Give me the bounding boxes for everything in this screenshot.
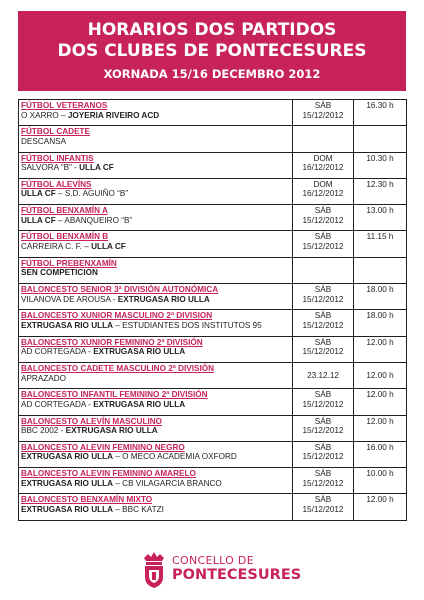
date-label: 15/12/2012	[302, 347, 344, 357]
teams-label	[21, 295, 290, 305]
match-cell	[19, 336, 293, 362]
team-text: – ESTUDIANTES DOS INSTITUTOS 95	[113, 320, 262, 330]
date-label: 15/12/2012	[302, 320, 344, 330]
date-label: 15/12/2012	[302, 505, 344, 515]
table-row	[19, 126, 407, 152]
category-label: BALONCESTO INFANTIL FEMININO 2ª DIVISIÓN	[21, 390, 208, 400]
date-cell	[293, 310, 354, 336]
time-cell: 12.00 h	[354, 362, 407, 388]
teams-label	[21, 321, 290, 331]
date-cell	[293, 494, 354, 520]
day-label: SÁB	[314, 442, 332, 452]
team-text: APRAZADO	[21, 373, 67, 383]
date-label: 15/12/2012	[302, 215, 344, 225]
date-label: 16/12/2012	[302, 163, 344, 173]
time-cell: 10.00 h	[354, 468, 407, 494]
club-team-name: EXTRUGASA RIO ULLA	[93, 347, 186, 357]
club-team-name: EXTRUGASA RIO ULLA	[117, 294, 210, 304]
table-row	[19, 494, 407, 520]
page-title-line1: HORARIOS DOS PARTIDOS	[87, 20, 337, 40]
table-row	[19, 362, 407, 388]
table-row	[19, 415, 407, 441]
teams-label	[21, 111, 290, 121]
time-cell	[354, 126, 407, 152]
match-cell	[19, 231, 293, 257]
date-cell	[293, 231, 354, 257]
match-cell	[19, 415, 293, 441]
day-label: SÁB	[314, 101, 332, 110]
date-cell	[293, 126, 354, 152]
club-team-name: ULLA CF	[79, 163, 114, 173]
table-row	[19, 284, 407, 310]
category-label: BALONCESTO ALEVÍN MASCULINO	[21, 416, 163, 426]
day-label: SÁB	[314, 232, 332, 242]
page-subtitle: XORNADA 15/16 DECEMBRO 2012	[103, 67, 321, 81]
table-row	[19, 100, 407, 126]
teams-label	[21, 189, 290, 199]
match-cell	[19, 126, 293, 152]
schedule-table	[18, 99, 407, 521]
club-team-name: EXTRUGASA RIO ULLA	[65, 426, 158, 436]
match-cell	[19, 205, 293, 231]
club-team-name: ULLA CF	[21, 189, 56, 199]
date-cell	[293, 362, 354, 388]
table-row	[19, 336, 407, 362]
category-label: BALONCESTO ALEVIN FEMININO AMARELO	[21, 469, 196, 479]
date-cell	[293, 468, 354, 494]
teams-label	[21, 400, 290, 410]
match-cell	[19, 100, 293, 126]
day-label: SÁB	[314, 469, 332, 479]
time-cell: 12.00 h	[354, 415, 407, 441]
footer-logo	[140, 548, 300, 592]
date-label: 23.12.12	[307, 371, 339, 381]
category-label: FÚTBOL BENXAMÍN B	[21, 232, 109, 242]
category-label: FÚTBOL PREBENXAMÍN	[21, 258, 117, 268]
day-label: DOM	[313, 153, 333, 163]
date-label: 15/12/2012	[302, 426, 344, 436]
time-cell: 12.30 h	[354, 178, 407, 204]
category-label: FÚTBOL BENXAMÍN A	[21, 206, 108, 216]
date-cell	[293, 152, 354, 178]
category-label: FÚTBOL ALEVÍNS	[21, 179, 92, 189]
teams-label	[21, 374, 290, 384]
club-team-name: EXTRUGASA RIO ULLA	[21, 452, 114, 462]
date-cell	[293, 415, 354, 441]
team-text: – O MECO ACADEMIA OXFORD	[113, 452, 237, 462]
club-team-name: EXTRUGASA RIO ULLA	[93, 399, 186, 409]
club-team-name: SEN COMPETICION	[21, 268, 98, 278]
table-row	[19, 257, 407, 283]
time-cell	[354, 257, 407, 283]
club-team-name: ULLA CF	[91, 242, 126, 252]
time-cell: 18.00 h	[354, 310, 407, 336]
day-label: SÁB	[314, 311, 332, 321]
footer-line1: CONCELLO DE	[172, 554, 254, 567]
date-label: 15/12/2012	[302, 294, 344, 304]
date-label: 15/12/2012	[302, 110, 344, 120]
club-team-name: EXTRUGASA RIO ULLA	[21, 320, 114, 330]
category-label: BALONCESTO BENXAMÍN MIXTO	[21, 495, 153, 505]
time-cell: 11.15 h	[354, 231, 407, 257]
day-label: SÁB	[314, 390, 332, 400]
time-cell: 12.00 h	[354, 389, 407, 415]
table-row	[19, 441, 407, 467]
category-label: FÚTBOL CADETE	[21, 127, 90, 137]
date-label: 15/12/2012	[302, 452, 344, 462]
time-cell: 16.00 h	[354, 441, 407, 467]
day-label: SÁB	[314, 337, 332, 347]
table-row	[19, 231, 407, 257]
date-cell	[293, 205, 354, 231]
day-label: SÁB	[314, 285, 332, 295]
day-label: SÁB	[314, 416, 332, 426]
match-cell	[19, 178, 293, 204]
category-label: FÚTBOL VETERANOS	[21, 101, 108, 110]
table-row	[19, 310, 407, 336]
match-cell	[19, 441, 293, 467]
table-row	[19, 152, 407, 178]
match-cell	[19, 362, 293, 388]
match-cell	[19, 152, 293, 178]
team-text: AD CORTEGADA -	[21, 399, 94, 409]
team-text: VILANOVA DE AROUSA -	[21, 294, 118, 304]
teams-label	[21, 452, 290, 462]
crest-icon	[140, 549, 168, 589]
time-cell: 13.00 h	[354, 205, 407, 231]
day-label: SÁB	[314, 495, 332, 505]
team-text: DESCANSA	[21, 136, 67, 146]
match-cell	[19, 468, 293, 494]
team-text: BBC 2002 -	[21, 426, 66, 436]
match-cell	[19, 310, 293, 336]
teams-label	[21, 426, 290, 436]
team-text: – BBC KATZI	[113, 505, 164, 515]
date-label: 16/12/2012	[302, 189, 344, 199]
teams-label	[21, 347, 290, 357]
team-text: O XARRO –	[21, 110, 68, 120]
table-row	[19, 389, 407, 415]
match-cell	[19, 257, 293, 283]
date-cell	[293, 389, 354, 415]
teams-label	[21, 216, 290, 226]
category-label: BALONCESTO SENIOR 3ª DIVISIÓN AUTONÓMICA	[21, 285, 219, 295]
time-cell: 18.00 h	[354, 284, 407, 310]
date-cell	[293, 441, 354, 467]
club-team-name: ULLA CF	[21, 215, 56, 225]
team-text: AD CORTEGADA -	[21, 347, 94, 357]
team-text: SALVORA “B” -	[21, 163, 80, 173]
teams-label	[21, 163, 290, 173]
category-label: BALONCESTO CADETE MASCULINO 2ª DIVISIÓN	[21, 363, 215, 373]
date-label: 15/12/2012	[302, 242, 344, 252]
date-cell	[293, 284, 354, 310]
category-label: FÚTBOL INFANTIS	[21, 153, 94, 163]
date-label: 15/12/2012	[302, 478, 344, 488]
time-cell: 10.30 h	[354, 152, 407, 178]
teams-label	[21, 137, 290, 147]
date-cell	[293, 336, 354, 362]
time-cell: 16.30 h	[354, 100, 407, 126]
date-label: 15/12/2012	[302, 399, 344, 409]
date-cell	[293, 100, 354, 126]
team-text: CARREIRA C. F. –	[21, 242, 92, 252]
table-row	[19, 178, 407, 204]
day-label: SÁB	[314, 206, 332, 216]
teams-label	[21, 505, 290, 515]
match-cell	[19, 389, 293, 415]
table-row	[19, 468, 407, 494]
day-label: DOM	[313, 179, 333, 189]
teams-label	[21, 242, 290, 252]
match-cell	[19, 494, 293, 520]
category-label: BALONCESTO XUNIOR MASCULINO 2ª DIVISION	[21, 311, 213, 321]
team-text: – S.D. AGUIÑO “B”	[55, 189, 129, 199]
teams-label	[21, 479, 290, 489]
footer-line2: PONTECESURES	[172, 567, 302, 583]
date-cell	[293, 257, 354, 283]
match-cell	[19, 284, 293, 310]
category-label: BALONCESTO XUNIOR FEMININO 2ª DIVISIÓN	[21, 337, 203, 347]
club-team-name: JOYERIA RIVEIRO ACD	[67, 110, 160, 120]
teams-label	[21, 268, 290, 278]
club-team-name: EXTRUGASA RIO ULLA	[21, 505, 114, 515]
category-label: BALONCESTO ALEVIN FEMININO NEGRO	[21, 442, 185, 452]
date-cell	[293, 178, 354, 204]
table-row	[19, 205, 407, 231]
club-team-name: EXTRUGASA RIO ULLA	[21, 478, 114, 488]
time-cell: 12.00 h	[354, 494, 407, 520]
team-text: – ABANQUEIRO “B”	[55, 215, 133, 225]
team-text: – CB VILAGARCIA BRANCO	[113, 478, 222, 488]
title-banner	[18, 11, 406, 91]
time-cell: 12.00 h	[354, 336, 407, 362]
page-title-line2: DOS CLUBES DE PONTECESURES	[57, 41, 367, 61]
